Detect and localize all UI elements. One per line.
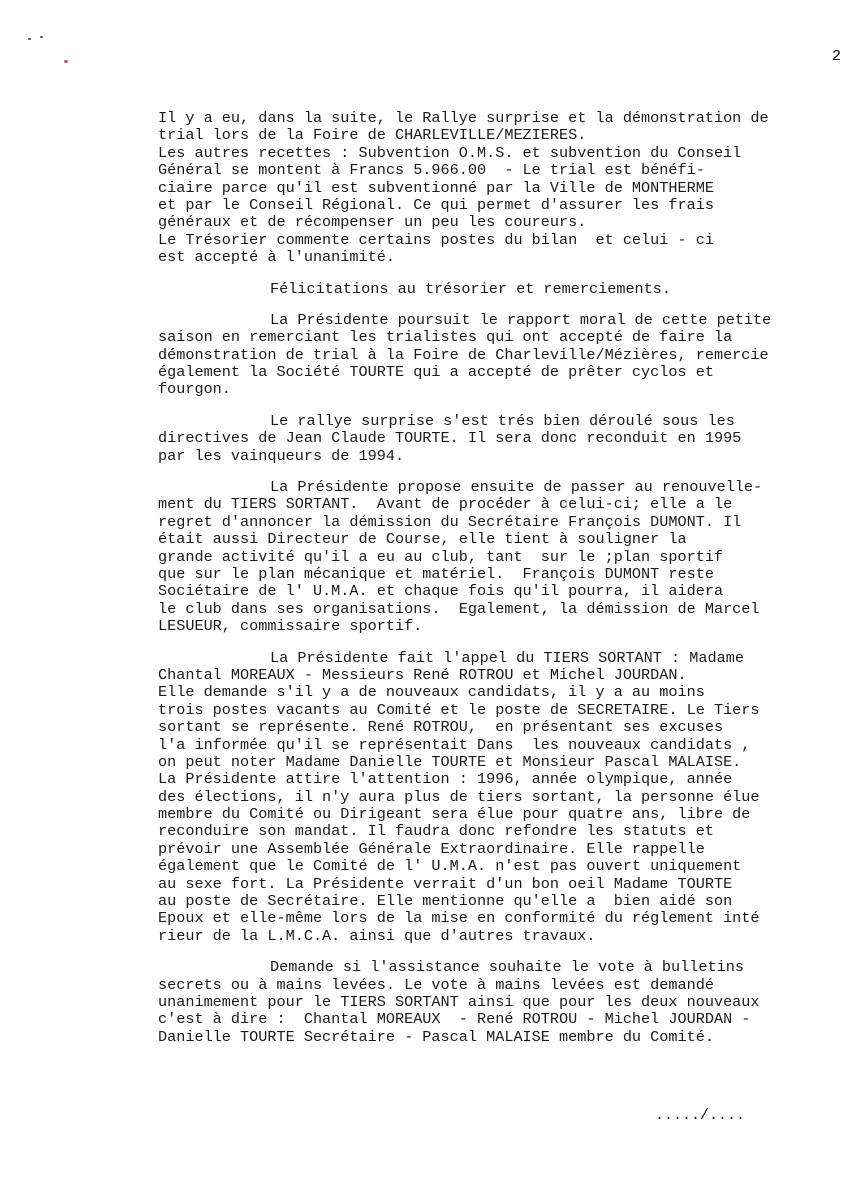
text-line: Sociétaire de l' U.M.A. et chaque fois qu'il pourra, il aidera	[158, 582, 724, 601]
text-line: au sexe fort. La Présidente verrait d'un bon oeil Madame TOURTE	[158, 874, 733, 893]
text-line: Félicitations au trésorier et remerciements.	[270, 279, 672, 298]
text-line: La Présidente poursuit le rapport moral de cette petite	[270, 310, 772, 329]
text-line: La Présidente attire l'attention : 1996, année olympique, année	[158, 770, 733, 789]
text-line: unanimement pour le TIERS SORTANT ainsi que pour les deux nouveaux	[158, 992, 760, 1011]
text-line: La Présidente propose ensuite de passer au renouvelle-	[270, 478, 763, 497]
text-line: regret d'annoncer la démission du Secrétaire François DUMONT. Il	[158, 512, 742, 531]
text-line: rieur de la L.M.C.A. ainsi que d'autres travaux.	[158, 926, 596, 945]
text-line: des élections, il n'y aura plus de tiers sortant, la personne élue	[158, 787, 760, 806]
text-line: généraux et de récompenser un peu les coureurs.	[158, 213, 587, 232]
text-line: Les autres recettes : Subvention O.M.S. et subvention du Conseil	[158, 143, 742, 162]
text-line: trial lors de la Foire de CHARLEVILLE/MEZIERES.	[158, 126, 587, 145]
text-line: Elle demande s'il y a de nouveaux candidats, il y a au moins	[158, 683, 705, 702]
text-line: reconduire son mandat. Il faudra donc refondre les statuts et	[158, 822, 714, 841]
paragraph	[158, 413, 858, 465]
paragraph	[158, 110, 858, 267]
text-line: membre du Comité ou Dirigeant sera élue pour quatre ans, libre de	[158, 805, 751, 824]
text-line: prévoir une Assemblée Générale Extraordinaire. Elle rappelle	[158, 839, 705, 858]
paragraph	[158, 650, 858, 946]
paragraph	[158, 312, 858, 399]
continuation-marker: ...../....	[655, 1107, 746, 1124]
text-line: Le Trésorier commente certains postes du bilan et celui - ci	[158, 230, 714, 249]
text-line: également la Société TOURTE qui a accepté de prêter cyclos et	[158, 363, 714, 382]
text-line: Chantal MOREAUX - Messieurs René ROTROU et Michel JOURDAN.	[158, 665, 687, 684]
text-line: c'est à dire : Chantal MOREAUX - René ROTROU - Michel JOURDAN -	[158, 1010, 751, 1029]
text-line: l'a informée qu'il se représentait Dans les nouveaux candidats ,	[158, 735, 751, 754]
text-line: Danielle TOURTE Secrétaire - Pascal MALAISE membre du Comité.	[158, 1027, 714, 1046]
text-line: le club dans ses organisations. Egalement, la démission de Marcel	[158, 599, 760, 618]
text-line: La Présidente fait l'appel du TIERS SORTANT : Madame	[270, 648, 744, 667]
page-number: 2	[832, 48, 842, 65]
paragraph	[158, 281, 858, 298]
text-line: ciaire parce qu'il est subventionné par la Ville de MONTHERME	[158, 178, 714, 197]
text-line: au poste de Secrétaire. Elle mentionne qu'elle a bien aidé son	[158, 892, 733, 911]
text-line: ment du TIERS SORTANT. Avant de procéder à celui-ci; elle a le	[158, 495, 733, 514]
paragraph	[158, 959, 858, 1046]
text-line: directives de Jean Claude TOURTE. Il sera donc reconduit en 1995	[158, 429, 742, 448]
text-line: LESUEUR, commissaire sportif.	[158, 617, 423, 636]
text-line: par les vainqueurs de 1994.	[158, 446, 405, 465]
scan-speck	[28, 38, 31, 40]
text-line: Il y a eu, dans la suite, le Rallye surprise et la démonstration de	[158, 109, 769, 127]
text-line: est accepté à l'unanimité.	[158, 248, 395, 267]
text-line: Epoux et elle-même lors de la mise en conformité du réglement inté	[158, 909, 760, 928]
scan-speck	[40, 36, 43, 38]
text-line: saison en remerciant les trialistes qui ont accepté de faire la	[158, 328, 733, 347]
text-line: Le rallye surprise s'est trés bien déroulé sous les	[270, 411, 735, 430]
text-line: également que le Comité de l' U.M.A. n'est pas ouvert uniquement	[158, 857, 742, 876]
text-line: sortant se représente. René ROTROU, en présentant ses excuses	[158, 718, 724, 737]
text-line: était aussi Directeur de Course, elle tient à souligner la	[158, 530, 687, 549]
text-line: démonstration de trial à la Foire de Charleville/Mézières, remercie	[158, 345, 769, 364]
text-line: Demande si l'assistance souhaite le vote à bulletins	[270, 958, 744, 977]
text-line: et par le Conseil Régional. Ce qui permet d'assurer les frais	[158, 195, 714, 214]
text-line: secrets ou à mains levées. Le vote à mains levées est demandé	[158, 975, 714, 994]
scan-speck	[64, 60, 68, 63]
text-line: que sur le plan mécanique et matériel. François DUMONT reste	[158, 564, 714, 583]
paragraph	[158, 479, 858, 636]
text-line: on peut noter Madame Danielle TOURTE et Monsieur Pascal MALAISE.	[158, 752, 742, 771]
text-line: trois postes vacants au Comité et le poste de SECRETAIRE. Le Tiers	[158, 700, 760, 719]
text-line: Général se montent à Francs 5.966.00 - Le trial est bénéfi-	[158, 161, 705, 180]
text-line: fourgon.	[158, 380, 231, 399]
text-line: grande activité qu'il a eu au club, tant sur le ;plan sportif	[158, 547, 724, 566]
minutes-body	[158, 110, 858, 1046]
